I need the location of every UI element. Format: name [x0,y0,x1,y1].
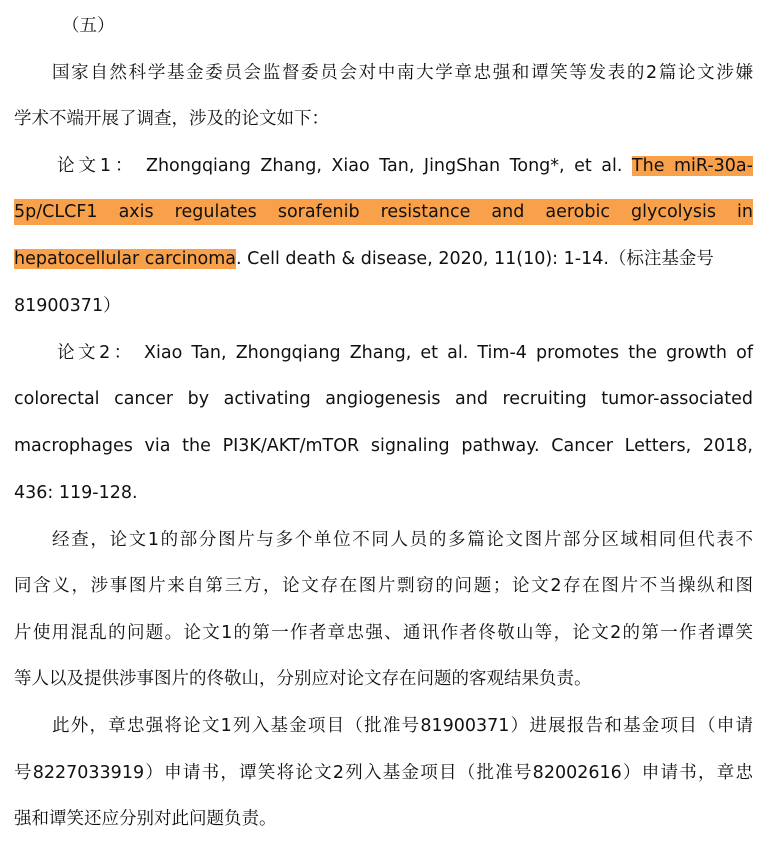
additional-line-1 [52,713,753,739]
paper2-first-row [57,340,753,366]
paper1-citation: . Cell death & disease, 2020, 11(10): 1-14.（标注基金号 [236,249,714,269]
findings-text-2: 同含义，涉事图片来自第三方，论文存在图片剽窃的问题；论文2存在图片不当操纵和图 [14,576,753,596]
findings-line-2 [14,573,753,599]
paper2-line-1 [57,340,753,366]
additional-text-2: 号8227033919）申请书，谭笑将论文2列入基金项目（批准号82002616）申请书，章忠 [14,763,753,783]
additional-line-3: 强和谭笑还应分别对此问题负责。 [14,809,277,829]
paper1-title-highlight-3: hepatocellular carcinoma [14,249,237,269]
paper1-title-highlight-1: The miR-30a- [631,156,753,176]
findings-text-3: 片使用混乱的问题。论文1的第一作者章忠强、通讯作者佟敬山等，论文2的第一作者谭笑 [14,623,753,643]
paper2-text-3: macrophages via the PI3K/AKT/mTOR signaling pathway. Cancer Letters, 2018, [14,436,753,456]
intro-line-1 [52,60,753,86]
paper2-label: 论文2： [57,343,135,363]
findings-text-1: 经查，论文1的部分图片与多个单位不同人员的多篇论文图片部分区域相同但代表不 [52,530,753,550]
paper1-line-3 [14,246,753,272]
paper2-line-2 [14,386,753,412]
intro-line-2: 学术不端开展了调查，涉及的论文如下： [14,109,329,129]
paper1-fund-line: 81900371） [14,296,121,316]
findings-line-4: 等人以及提供涉事图片的佟敬山，分别应对论文存在问题的客观结果负责。 [14,669,592,689]
paper2-line-4: 436: 119-128. [14,483,138,503]
paper2-line-3 [14,433,753,459]
findings-line-3 [14,620,753,646]
paper1-label: 论文1： [57,156,137,176]
additional-line-2 [14,760,753,786]
paper1-title-highlight-2: 5p/CLCF1 axis regulates sorafenib resistance and aerobic glycolysis in [14,199,753,225]
findings-line-1 [52,527,753,553]
paper1-line-2 [14,199,753,225]
intro-text-1: 国家自然科学基金委员会监督委员会对中南大学章忠强和谭笑等发表的2篇论文涉嫌 [52,63,753,83]
paper1-line-1 [57,153,753,179]
paper2-text-2: colorectal cancer by activating angiogenesis and recruiting tumor-associated [14,389,753,409]
additional-text-1: 此外，章忠强将论文1列入基金项目（批准号81900371）进展报告和基金项目（申请 [52,716,753,736]
paper1-authors: Zhongqiang Zhang, Xiao Tan, JingShan Tong*, et al. [145,156,623,176]
section-heading: （五） [62,16,115,36]
paper1-first-row [57,153,753,179]
paper2-text-1: Xiao Tan, Zhongqiang Zhang, et al. Tim-4 promotes the growth of [144,343,753,363]
